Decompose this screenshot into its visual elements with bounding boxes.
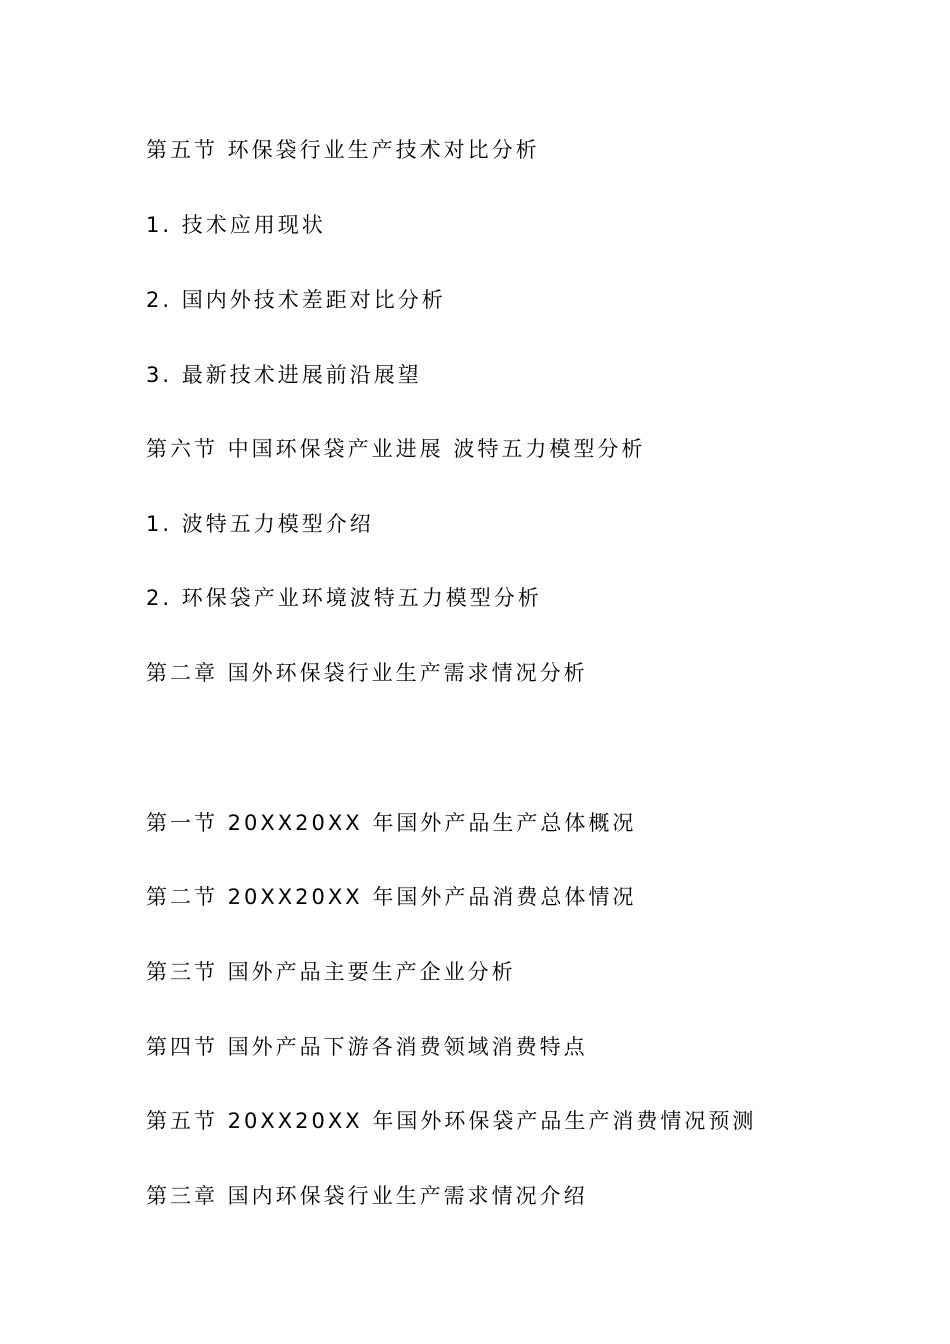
toc-section-heading: 第五节 20XX20XX 年国外环保袋产品生产消费情况预测 — [146, 1109, 757, 1133]
toc-list-item: 2. 环保袋产业环境波特五力模型分析 — [146, 586, 542, 610]
toc-section-heading: 第一节 20XX20XX 年国外产品生产总体概况 — [146, 811, 637, 835]
toc-chapter-heading: 第三章 国内环保袋行业生产需求情况介绍 — [146, 1184, 588, 1208]
toc-list-item: 1. 波特五力模型介绍 — [146, 512, 374, 536]
toc-section-heading: 第六节 中国环保袋产业进展 波特五力模型分析 — [146, 437, 646, 461]
toc-section-heading: 第二节 20XX20XX 年国外产品消费总体情况 — [146, 885, 637, 909]
toc-list-item: 1. 技术应用现状 — [146, 213, 326, 237]
toc-section-heading: 第四节 国外产品下游各消费领域消费特点 — [146, 1035, 588, 1059]
toc-chapter-heading: 第二章 国外环保袋行业生产需求情况分析 — [146, 661, 588, 685]
toc-section-heading: 第五节 环保袋行业生产技术对比分析 — [146, 138, 540, 162]
toc-list-item: 2. 国内外技术差距对比分析 — [146, 288, 446, 312]
toc-section-heading: 第三节 国外产品主要生产企业分析 — [146, 960, 516, 984]
toc-list-item: 3. 最新技术进展前沿展望 — [146, 363, 422, 387]
